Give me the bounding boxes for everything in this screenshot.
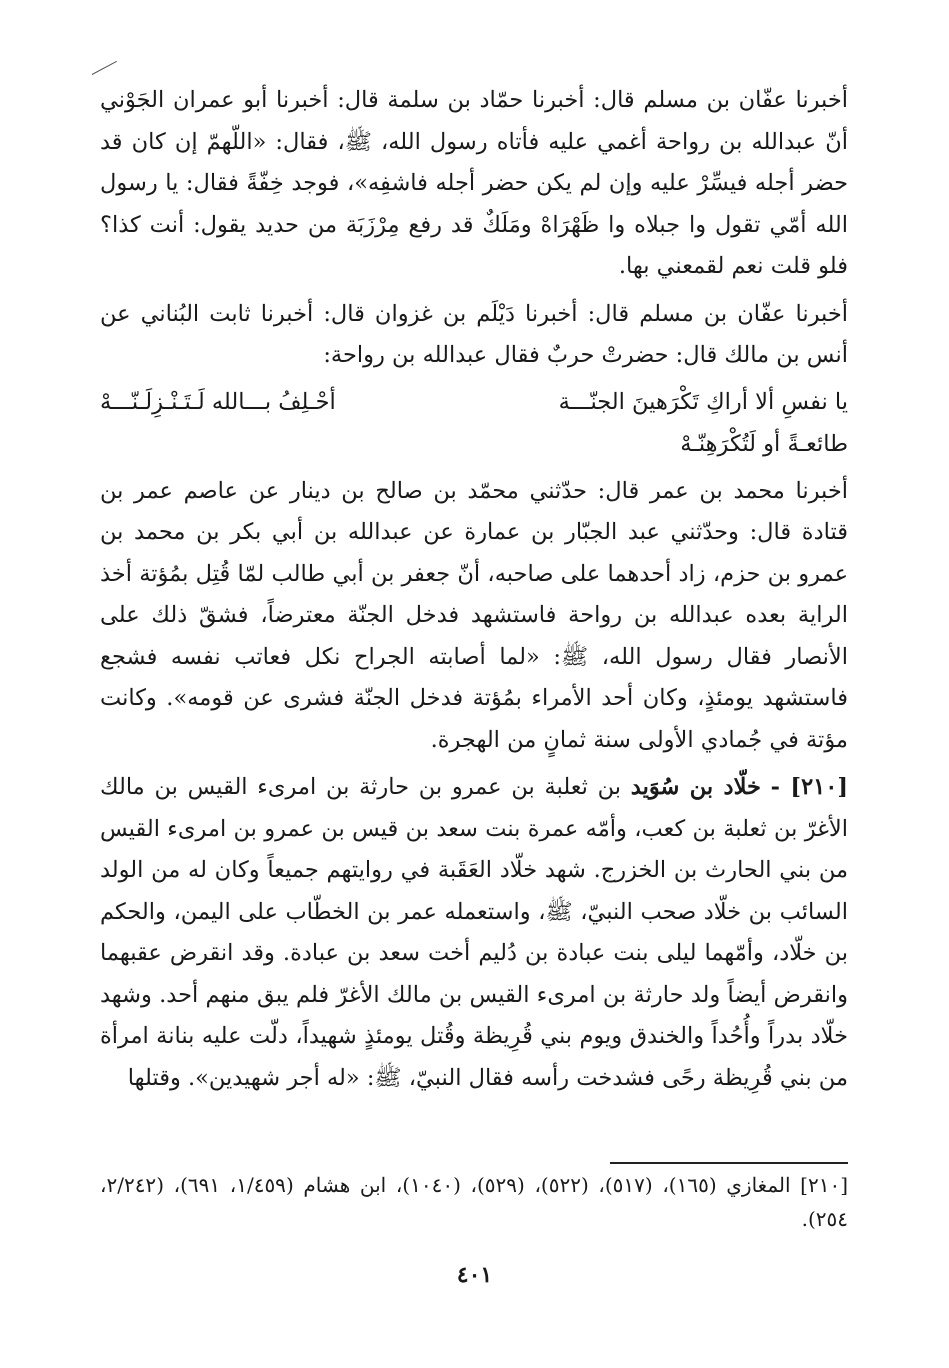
footnote-text: [٢١٠] المغازي (١٦٥)، (٥١٧)، (٥٢٢)، (٥٢٩)، (١٠٤٠)، ابن هشام (١/٤٥٩، ٦٩١)، (٢/٢٤٢، ٢٥٤).: [100, 1173, 849, 1231]
verse-hemistich-left: أحْـلِفُ بـــالله لَـتَـنْـزِلَـنّـــهْ: [100, 388, 336, 415]
paragraph-3: أخبرنا محمد بن عمر قال: حدّثني محمّد بن صالح بن دينار عن عاصم عمر بن قتادة قال: وحدّثني عبد الجبّار بن عمارة عن عبدالله بن أبي بكر بن محمد بن عمرو بن حزم، زاد أحدهما على صاحبه، أنّ جعفر بن أبي طالب لمّا قُتِل بمُؤتة أخذ الراية بعده عبدالله بن رواحة فاستشهد فدخل الجنّة معترضاً، فشقّ ذلك على الأنصار فقال رسول الله، ﷺ: «لما أصابته الجراح نكل فعاتب نفسه فشجع فاستشهد يومئذٍ، وكان أحد الأمراء بمُؤتة فدخل الجنّة فشرى عن قومه». وكانت مؤتة في جُمادي الأولى سنة ثمانٍ من الهجرة.: [100, 477, 849, 753]
entry-number: [٢١٠] -: [770, 774, 848, 800]
main-text: [100, 80, 848, 1099]
footnote: [100, 1168, 848, 1236]
page-number: ٤٠١: [456, 1262, 493, 1288]
verse-line-1: [100, 381, 848, 423]
biography-entry: [100, 767, 848, 1099]
footnote-divider: [610, 1162, 848, 1164]
verse-hemistich-right: يا نفسِ ألا أراكِ تَكْرَهينَ الجنّـــة: [558, 388, 848, 415]
paragraph-2: أخبرنا عفّان بن مسلم قال: أخبرنا دَيْلَم بن غزوان قال: أخبرنا ثابت البُناني عن أنس بن مالك قال: حضرتْ حربٌ فقال عبدالله بن رواحة:: [100, 300, 848, 368]
entry-name: خلّاد بن سُوَيد: [630, 774, 761, 800]
margin-mark: [92, 61, 117, 75]
poem-verse: [100, 381, 848, 465]
verse-line-2: طائعـةً أو لَتُكْرَهِنّـهْ: [680, 430, 848, 457]
entry-text: بن ثعلبة بن عمرو بن حارثة بن امرىء القيس بن مالك الأغرّ بن ثعلبة بن كعب، وأمّه عمرة بنت سعد بن قيس بن عمرو بن امرىء القيس من بني الحارث بن الخزرج. شهد خلّاد العَقَبة في روايتهم جميعاً وكان له من الولد السائب بن خلّاد صحب النبيّ، ﷺ، واستعمله عمر بن الخطّاب على اليمن، والحكم بن خلّاد، وأمّهما ليلى بنت عبادة بن دُليم أخت سعد بن عبادة. وقد انقرض عقبهما وانقرض أيضاً ولد حارثة بن امرىء القيس بن مالك الأغرّ فلم يبق منهم أحد. وشهد خلّاد بدراً وأُحُداً والخندق ويوم بني قُرِيظة وقُتل يومئذٍ شهيداً، دلّت عليه بنانة امرأة من بني قُرِيظة رحًى فشدخت رأسه فقال النبيّ، ﷺ: «له أجر شهيدين». وقتلها: [100, 774, 848, 1091]
paragraph-1: أخبرنا عفّان بن مسلم قال: أخبرنا حمّاد بن سلمة قال: أخبرنا أبو عمران الجَوْني أنّ عبدالله بن رواحة أغمي عليه فأتاه رسول الله، ﷺ، فقال: «اللّهمّ إن كان قد حضر أجله فيسِّرْ عليه وإن لم يكن حضر أجله فاشفِه»، فوجد خِفّةً فقال: يا رسول الله أمّي تقول وا جبلاه وا ظَهْرَاهْ ومَلَكٌ قد رفع مِرْزَبَة من حديد يقول: أنت كذا؟ فلو قلت نعم لقمعني بها.: [100, 87, 848, 279]
